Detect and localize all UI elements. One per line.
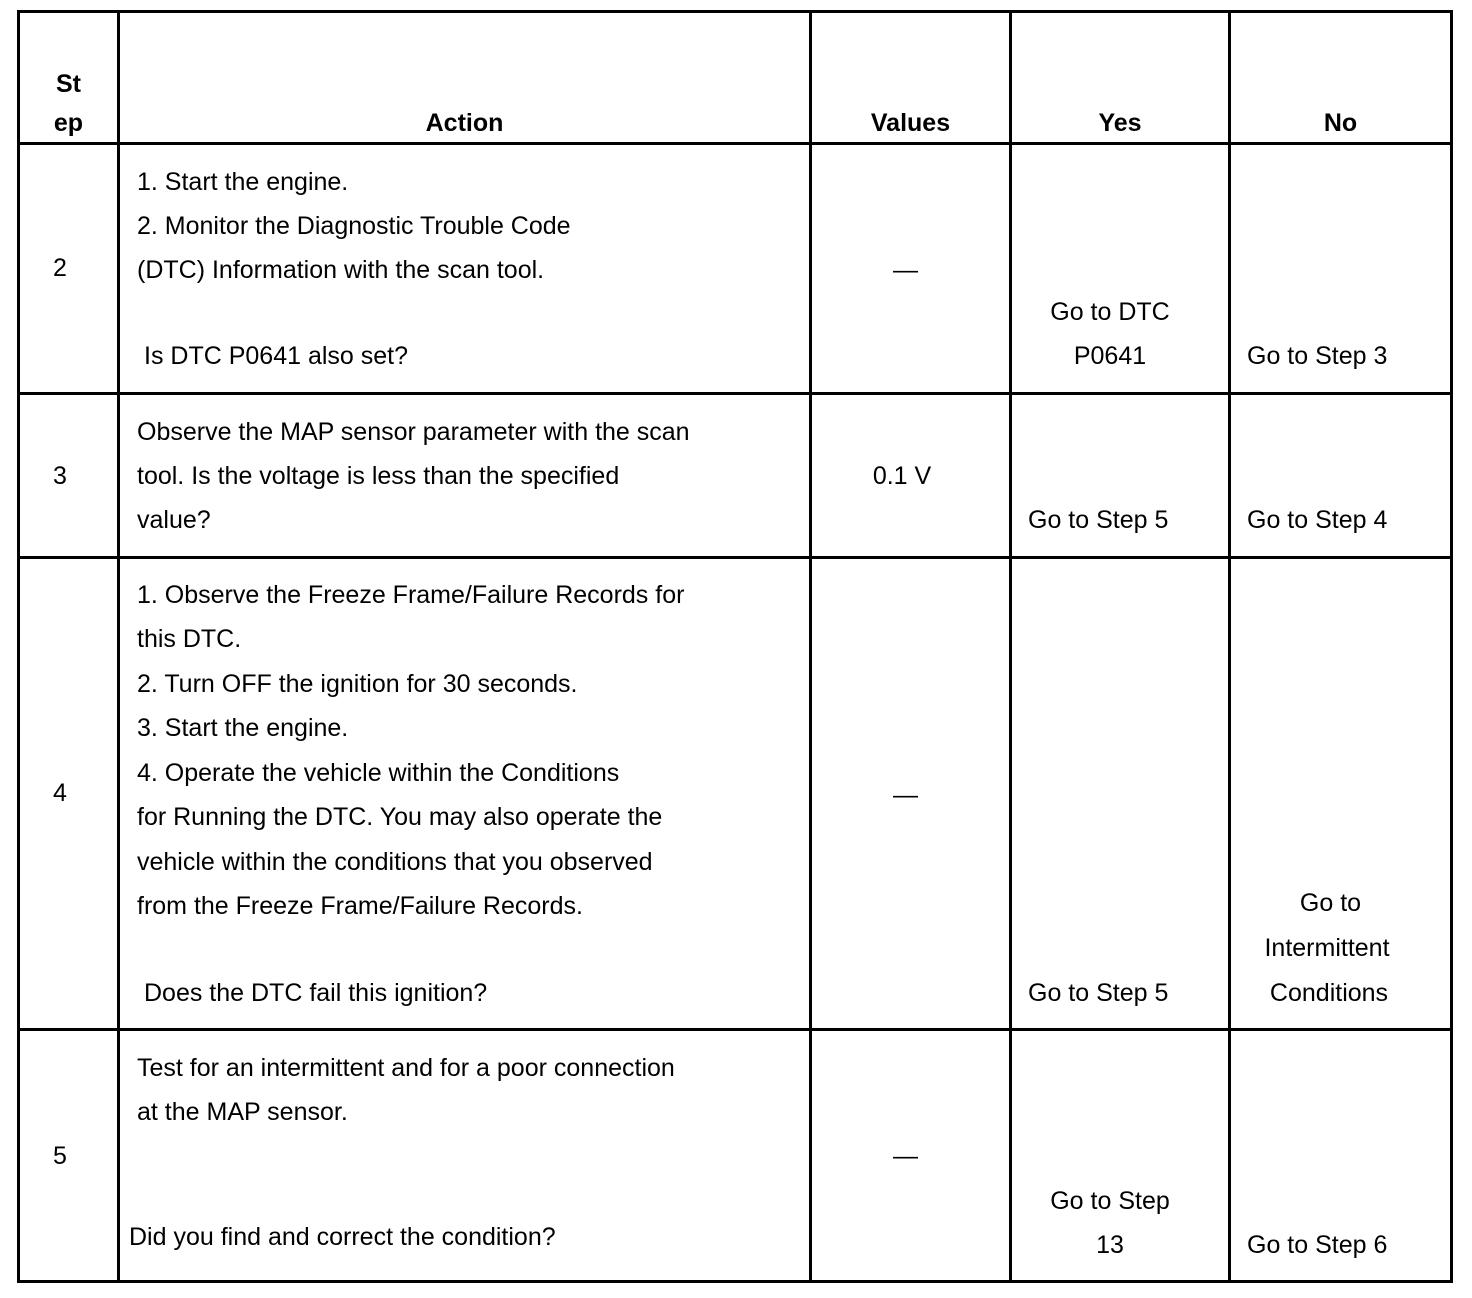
yes-line: Go to Step — [1050, 1187, 1170, 1215]
no-line: Go to Step 3 — [1247, 342, 1388, 370]
row-divider — [17, 392, 1453, 395]
yes-line: 13 — [1096, 1231, 1124, 1259]
column-divider — [117, 10, 120, 1283]
action-line: 2. Monitor the Diagnostic Trouble Code — [137, 212, 571, 240]
step-number: 5 — [53, 1142, 67, 1170]
action-line: at the MAP sensor. — [137, 1098, 348, 1126]
header-values: Values — [870, 109, 951, 137]
action-line: 1. Start the engine. — [137, 168, 349, 196]
table-border-top — [17, 10, 1453, 13]
action-line: tool. Is the voltage is less than the specified — [137, 462, 620, 490]
row-divider — [17, 556, 1453, 559]
value-cell: — — [893, 1142, 918, 1170]
action-question: Did you find and correct the condition? — [129, 1223, 556, 1251]
action-line: Test for an intermittent and for a poor connection — [137, 1054, 675, 1082]
action-line: 4. Operate the vehicle within the Conditions — [137, 759, 620, 787]
column-divider — [1009, 10, 1012, 1283]
action-line: 1. Observe the Freeze Frame/Failure Records for — [137, 581, 685, 609]
action-line: 3. Start the engine. — [137, 714, 349, 742]
step-number: 2 — [53, 254, 67, 282]
table-border-left — [17, 10, 20, 1283]
action-line: vehicle within the conditions that you observed — [137, 848, 653, 876]
row-divider — [17, 1028, 1453, 1031]
step-number: 4 — [53, 779, 67, 807]
yes-line: P0641 — [1073, 342, 1147, 370]
header-yes: Yes — [1098, 109, 1142, 137]
value-cell: 0.1 V — [872, 462, 932, 490]
action-line: from the Freeze Frame/Failure Records. — [137, 892, 583, 920]
action-line: value? — [137, 506, 211, 534]
column-divider — [809, 10, 812, 1283]
value-cell: — — [893, 781, 918, 809]
action-line: this DTC. — [137, 625, 242, 653]
yes-line: Go to Step 5 — [1028, 506, 1169, 534]
no-line: Conditions — [1269, 979, 1389, 1007]
column-divider — [1228, 10, 1231, 1283]
action-question: Is DTC P0641 also set? — [144, 342, 409, 370]
action-line: for Running the DTC. You may also operate the — [137, 803, 663, 831]
action-question: Does the DTC fail this ignition? — [144, 979, 488, 1007]
action-line: 2. Turn OFF the ignition for 30 seconds. — [137, 670, 578, 698]
action-line: Observe the MAP sensor parameter with the scan — [137, 418, 690, 446]
header-step-line2: ep — [53, 109, 84, 137]
no-line: Go to — [1299, 889, 1362, 917]
header-step-line1: St — [56, 70, 81, 98]
header-no: No — [1323, 109, 1358, 137]
value-cell: — — [893, 256, 918, 284]
table-border-right — [1450, 10, 1453, 1283]
no-line: Intermittent — [1264, 934, 1390, 962]
table-border-bottom — [17, 1280, 1453, 1283]
no-line: Go to Step 6 — [1247, 1231, 1388, 1259]
header-action: Action — [425, 109, 504, 137]
step-number: 3 — [53, 462, 67, 490]
no-line: Go to Step 4 — [1247, 506, 1388, 534]
action-line: (DTC) Information with the scan tool. — [137, 256, 545, 284]
yes-line: Go to Step 5 — [1028, 979, 1169, 1007]
yes-line: Go to DTC — [1050, 298, 1170, 326]
